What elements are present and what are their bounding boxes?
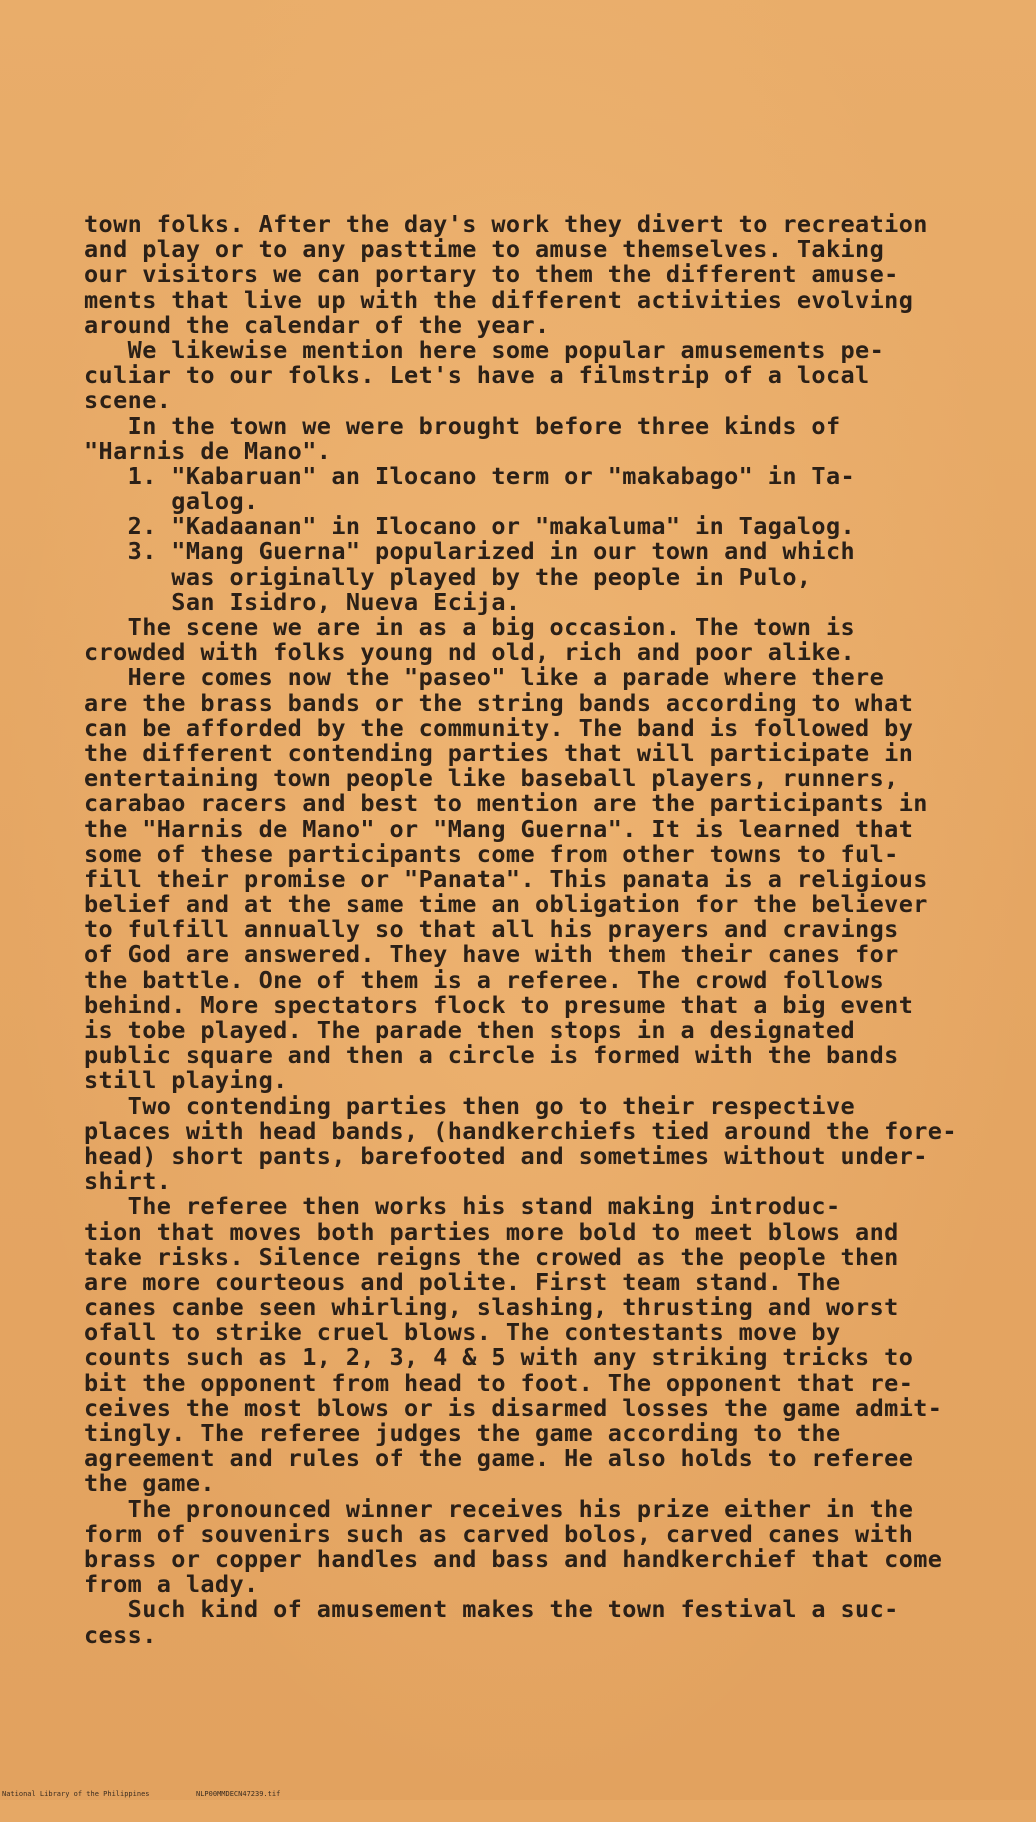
- text-line: tion that moves both parties more bold to meet blows and: [84, 1217, 899, 1246]
- text-line: 1. "Kabaruan" an Ilocano term or "makabago" in Ta-: [84, 461, 856, 490]
- text-line: behind. More spectators flock to presume that a big event: [84, 990, 914, 1019]
- text-line: form of souvenirs such as carved bolos, carved canes with: [84, 1519, 914, 1548]
- text-line: some of these participants come from other towns to ful-: [84, 839, 899, 868]
- text-line: Here comes now the "paseo" like a parade where there: [84, 663, 885, 692]
- text-line: shirt.: [84, 1167, 172, 1196]
- text-line: the different contending parties that will participate in: [84, 738, 914, 767]
- text-line: the battle. One of them is a referee. The crowd follows: [84, 965, 885, 994]
- text-line: brass or copper handles and bass and handkerchief that come: [84, 1544, 943, 1573]
- text-line: entertaining town people like baseball players, runners,: [84, 764, 899, 793]
- scan-filename: NLP00MMDECN47239.tif: [196, 1790, 281, 1798]
- text-line: 2. "Kadaanan" in Ilocano or "makaluma" in Tagalog.: [84, 512, 856, 541]
- text-line: carabao racers and best to mention are the participants in: [84, 789, 928, 818]
- text-line: In the town we were brought before three kinds of: [84, 411, 841, 440]
- text-line: and play or to any pasttime to amuse themselves. Taking: [84, 235, 885, 264]
- text-line: galog.: [84, 487, 259, 516]
- text-line: are more courteous and polite. First team stand. The: [84, 1267, 841, 1296]
- text-line: public square and then a circle is formed with the bands: [84, 1041, 899, 1070]
- text-line: ments that live up with the different activities evolving: [84, 285, 914, 314]
- text-line: culiar to our folks. Let's have a filmstrip of a local: [84, 361, 870, 390]
- text-line: bit the opponent from head to foot. The opponent that re-: [84, 1368, 914, 1397]
- text-line: "Harnis de Mano".: [84, 436, 332, 465]
- text-line: head) short pants, barefooted and sometimes without under-: [84, 1141, 928, 1170]
- text-line: Two contending parties then go to their respective: [84, 1091, 856, 1120]
- text-line: to fulfill annually so that all his prayers and cravings: [84, 915, 899, 944]
- text-line: We likewise mention here some popular amusements pe-: [84, 335, 885, 364]
- text-line: of God are answered. They have with them their canes for: [84, 940, 899, 969]
- text-line: can be afforded by the community. The band is followed by: [84, 713, 914, 742]
- text-line: our visitors we can portary to them the different amuse-: [84, 260, 899, 289]
- text-line: Such kind of amusement makes the town festival a suc-: [84, 1595, 899, 1624]
- text-line: the "Harnis de Mano" or "Mang Guerna". It is learned that: [84, 814, 914, 843]
- text-line: scene.: [84, 386, 172, 415]
- text-line: still playing.: [84, 1066, 288, 1095]
- text-line: fill their promise or "Panata". This panata is a religious: [84, 864, 928, 893]
- text-line: ofall to strike cruel blows. The contestants move by: [84, 1318, 841, 1347]
- text-line: around the calendar of the year.: [84, 310, 550, 339]
- text-line: the game.: [84, 1469, 215, 1498]
- text-line: The referee then works his stand making introduc-: [84, 1192, 841, 1221]
- text-line: are the brass bands or the string bands according to what: [84, 688, 914, 717]
- text-line: belief and at the same time an obligation for the believer: [84, 890, 928, 919]
- text-line: The scene we are in as a big occasion. The town is: [84, 613, 856, 641]
- text-line: cess.: [84, 1620, 157, 1649]
- scan-footer: [0, 1790, 1036, 1822]
- text-line: 3. "Mang Guerna" popularized in our town and which: [84, 537, 856, 566]
- text-line: from a lady.: [84, 1570, 259, 1599]
- text-line: town folks. After the day's work they divert to recreation: [84, 210, 928, 238]
- library-credit: National Library of the Philippines: [2, 1790, 150, 1798]
- text-line: places with head bands, (handkerchiefs tied around the fore-: [84, 1116, 957, 1145]
- text-line: tingly. The referee judges the game according to the: [84, 1419, 841, 1447]
- text-line: counts such as 1, 2, 3, 4 & 5 with any striking tricks to: [84, 1343, 914, 1372]
- text-line: take risks. Silence reigns the crowed as the people then: [84, 1242, 899, 1271]
- text-line: canes canbe seen whirling, slashing, thrusting and worst: [84, 1293, 899, 1322]
- text-line: was originally played by the people in Pulo,: [84, 562, 812, 591]
- text-line: ceives the most blows or is disarmed losses the game admit-: [84, 1393, 943, 1422]
- typewritten-text-body: [84, 212, 1004, 1648]
- text-line: San Isidro, Nueva Ecija.: [84, 587, 521, 616]
- text-line: agreement and rules of the game. He also holds to referee: [84, 1444, 914, 1473]
- text-line: crowded with folks young nd old, rich and poor alike.: [84, 638, 856, 667]
- text-line: is tobe played. The parade then stops in a designated: [84, 1016, 856, 1044]
- text-line: The pronounced winner receives his prize either in the: [84, 1494, 914, 1523]
